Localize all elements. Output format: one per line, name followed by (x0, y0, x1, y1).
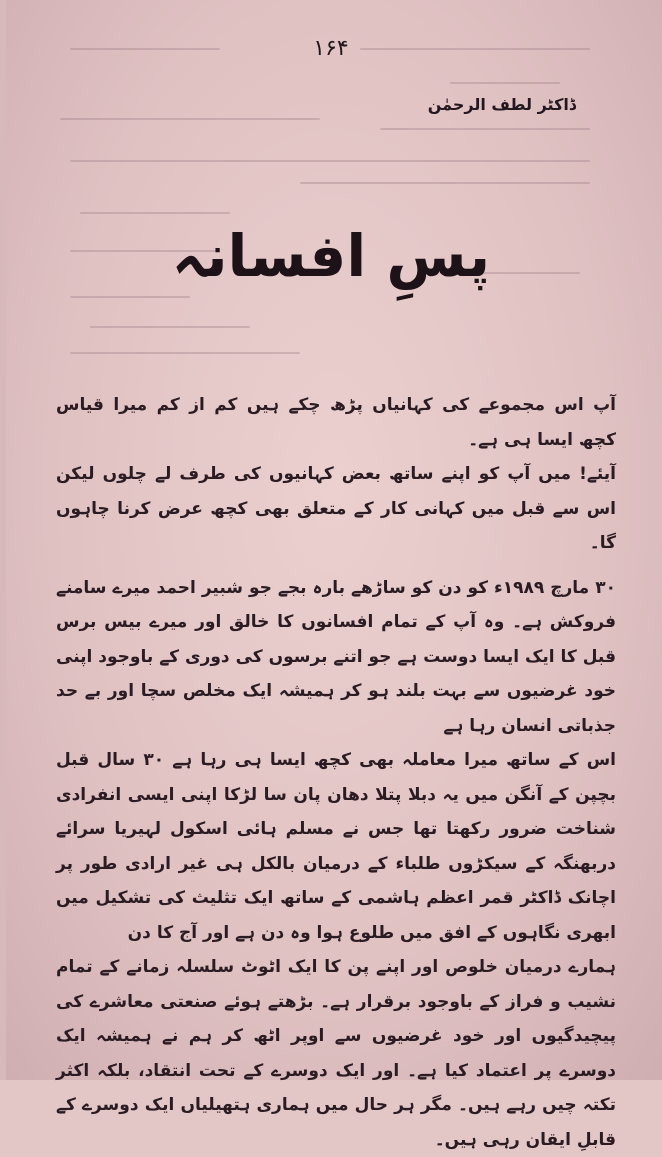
paragraph: ۳۰ مارچ ۱۹۸۹ء کو دن کو ساڑھے بارہ بجے جو شبیر احمد میرے سامنے فروکش ہے۔ وہ آپ کے تمام افسانوں کا خالق اور میرے بیس برس قبل کا ایک ایسا دوست ہے جو اتنے برسوں کی دوری کے باوجود اپنی خود غرضیوں سے بہت بلند ہو کر ہمیشہ ایک مخلص سچا اور بے حد جذباتی انسان رہا ہے (56, 577, 616, 736)
paragraph: آیئے! میں آپ کو اپنے ساتھ بعض کہانیوں کی طرف لے چلوں لیکن اس سے قبل میں کہانی کار کے متعلق بھی کچھ عرض کرنا چاہوں گا۔ (56, 464, 616, 553)
paragraph-gap (56, 561, 616, 571)
article-body (56, 388, 616, 1157)
paragraph: آپ اس مجموعے کی کہانیاں پڑھ چکے ہیں کم از کم میرا قیاس کچھ ایسا ہی ہے۔ (56, 395, 616, 450)
paragraph: اس کے ساتھ میرا معاملہ بھی کچھ ایسا ہی رہا ہے ۳۰ سال قبل بچپن کے آنگن میں یہ دبلا پتلا دھان پان سا لڑکا اپنی ایسی انفرادی شناخت ضرور رکھتا تھا جس نے مسلم ہائی اسکول لہیریا سرائے دربھنگہ کے سیکڑوں طلباء کے درمیان بالکل ہی غیر ارادی طور پر اچانک ڈاکٹر قمر اعظم ہاشمی کے ساتھ ایک تثلیث کی تشکیل میں ابھری نگاہوں کے افق میں طلوع ہوا وہ دن ہے اور آج کا دن (56, 750, 617, 943)
author-name: ڈاکٹر لطف الرحمٰن (427, 95, 576, 114)
page-title: پسِ افسانہ (171, 222, 491, 290)
page-number: ۱۶۴ (313, 36, 349, 61)
paragraph: ہمارے درمیان خلوص اور اپنے پن کا ایک اٹوٹ سلسلہ زمانے کے تمام نشیب و فراز کے باوجود برقرار ہے۔ بڑھتے ہوئے صنعتی معاشرے کی پیچیدگیوں اور خود غرضیوں سے اوپر اٹھ کر ہم نے ہمیشہ ایک دوسرے پر اعتماد کیا ہے۔ اور ایک دوسرے کے تحت انتقاد، بلکہ اکثر تکتہ چیں رہے ہیں۔ مگر ہر حال میں ہماری ہتھیلیاں ایک دوسرے کے قابلِ ایقان رہی ہیں۔ (56, 957, 616, 1150)
